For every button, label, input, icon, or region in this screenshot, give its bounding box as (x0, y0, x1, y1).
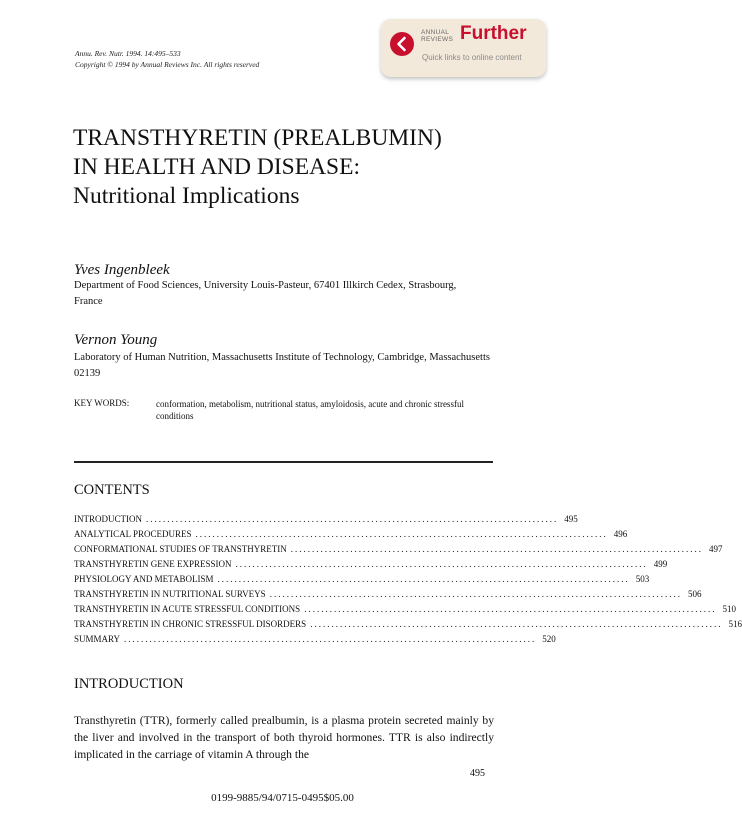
article-title: TRANSTHYRETIN (PREALBUMIN) IN HEALTH AND DISEASE: Nutritional Implications (73, 125, 442, 209)
citation-line: Annu. Rev. Nutr. 1994. 14:495–533 (75, 49, 181, 58)
toc-entry[interactable]: INTRODUCTION ................................................................................................. 495 (74, 514, 578, 524)
toc-entry[interactable]: SUMMARY ................................................................................................. 520 (74, 634, 556, 644)
keywords-label: KEY WORDS: (74, 398, 130, 408)
further-links-badge[interactable] (381, 19, 546, 77)
footer-code: 0199-9885/94/0715-0495$05.00 (211, 792, 354, 804)
author-affiliation: Department of Food Sciences, University Louis-Pasteur, 67401 Illkirch Cedex, Strasbourg, France (74, 280, 457, 307)
introduction-heading: INTRODUCTION (74, 676, 184, 692)
table-of-contents (74, 514, 742, 649)
toc-entry[interactable]: TRANSTHYRETIN IN ACUTE STRESSFUL CONDITIONS ................................................................................................. 510 (74, 604, 736, 614)
author-name: Vernon Young (74, 332, 158, 348)
journal-citation (75, 48, 259, 70)
further-label: Further (460, 23, 527, 44)
further-subtitle: Quick links to online content (422, 53, 522, 62)
author-affiliation: Laboratory of Human Nutrition, Massachusetts Institute of Technology, Cambridge, Massachusetts 02139 (74, 352, 490, 379)
toc-entry[interactable]: TRANSTHYRETIN IN NUTRITIONAL SURVEYS ................................................................................................. 506 (74, 589, 702, 599)
author-name: Yves Ingenbleek (74, 262, 170, 278)
toc-entry[interactable]: ANALYTICAL PROCEDURES ................................................................................................. 496 (74, 529, 628, 539)
keywords-text: conformation, metabolism, nutritional status, amyloidosis, acute and chronic stressful conditions (156, 399, 464, 421)
introduction-paragraph: Transthyretin (TTR), formerly called prealbumin, is a plasma protein secreted mainly by the liver and involved in the transport of both thyroid hormones. TTR is also indirectly implicated in the carriage of vitamin A through the (74, 714, 494, 761)
back-arrow-icon (390, 32, 414, 56)
contents-heading: CONTENTS (74, 482, 150, 498)
citation-copyright: Copyright © 1994 by Annual Reviews Inc. All rights reserved (75, 60, 260, 69)
toc-entry[interactable]: TRANSTHYRETIN IN CHRONIC STRESSFUL DISORDERS ................................................................................................. 516 (74, 619, 742, 629)
page-number: 495 (470, 768, 485, 779)
toc-entry[interactable]: CONFORMATIONAL STUDIES OF TRANSTHYRETIN ................................................................................................. 497 (74, 544, 723, 554)
section-divider (74, 461, 493, 463)
toc-entry[interactable]: PHYSIOLOGY AND METABOLISM ................................................................................................. 503 (74, 574, 650, 584)
toc-entry[interactable]: TRANSTHYRETIN GENE EXPRESSION ................................................................................................. 499 (74, 559, 668, 569)
annual-reviews-wordmark: ANNUAL REVIEWS (421, 29, 454, 43)
